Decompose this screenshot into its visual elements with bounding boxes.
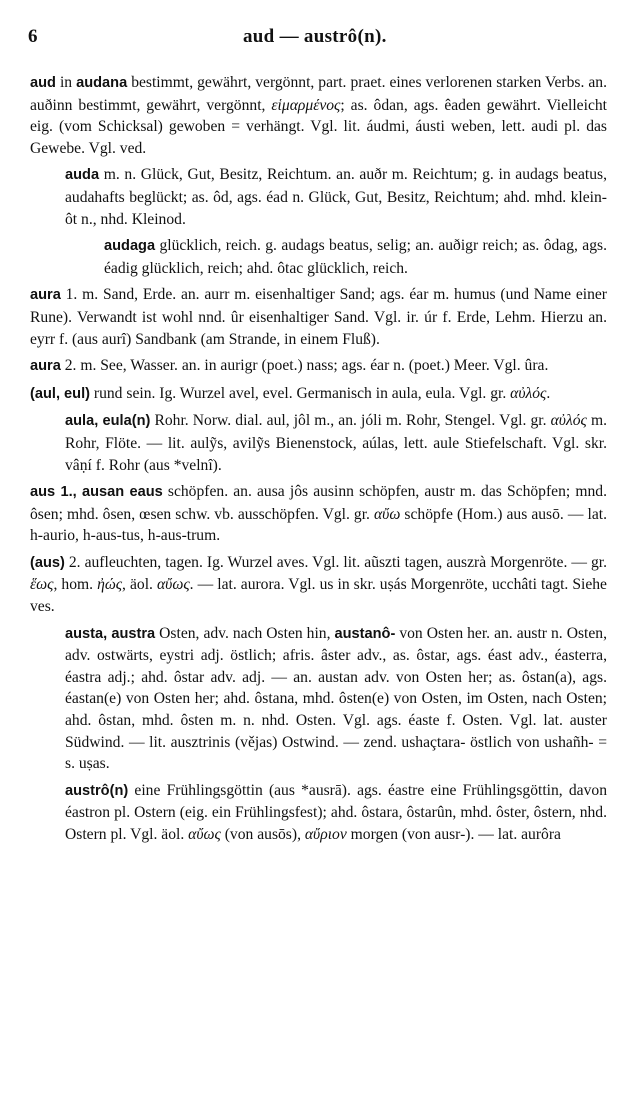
dictionary-entry bbox=[30, 284, 607, 350]
entry-text: eine Frühlingsgöttin (aus *ausrā). ags. éastre eine Frühlingsgöttin, davon éastron pl. Ostern (eig. ein Frühlingsfest); ahd. ôstara, ôstarûn, mhd. ôster, ôstern, nhd. Ostern pl. Vgl. äol. bbox=[65, 781, 607, 843]
dictionary-entry bbox=[65, 623, 607, 775]
page-number: 6 bbox=[28, 26, 38, 47]
entry-text: (von ausōs), bbox=[220, 826, 305, 843]
entry-text: m. Rohr, Flöte. — lit. aulỹs, avilỹs Bienenstock, aúlas, lett. aule Stiefelschaft. Vgl. skr. vâṇí f. Rohr (aus *velnî). bbox=[65, 412, 607, 474]
entry-text: . — lat. aurora. Vgl. us in skr. uṣás Morgenröte, ucchâti tagt. Siehe ves. bbox=[30, 576, 607, 616]
entry-text: glücklich, reich. g. audags beatus, selig; an. auðigr reich; as. ôdag, ags. éadig glücklich, reich; ahd. ôtac glücklich, reich. bbox=[104, 237, 607, 277]
dictionary-entry bbox=[65, 410, 607, 476]
entry-text: schöpfen. an. ausa jôs ausinn schöpfen, austr m. das Schöpfen; mnd. ôsen; mhd. ôsen, œsen schw. vb. ausschöpfen. Vgl. gr. bbox=[30, 483, 607, 523]
entry-headword: austa, austra bbox=[65, 625, 156, 642]
entry-text: 2. m. See, Wasser. an. in aurigr (poet.) nass; ags. éar n. (poet.) Meer. Vgl. ûra. bbox=[60, 357, 549, 375]
greek-term: ἠώς bbox=[97, 576, 123, 594]
dictionary-entry bbox=[30, 552, 607, 618]
dictionary-entry bbox=[30, 481, 607, 547]
entry-text: , äol. bbox=[122, 576, 157, 594]
entry-text: morgen (von ausr-). — lat. aurôra bbox=[346, 826, 561, 843]
entry-text: schöpfe (Hom.) aus ausō. — lat. h-aurio, h-aus-tus, h-aus-trum. bbox=[30, 505, 607, 545]
entry-text: Osten, adv. nach Osten hin, bbox=[155, 624, 335, 642]
dictionary-entry bbox=[30, 72, 607, 159]
entry-headword: aura bbox=[30, 287, 61, 304]
dictionary-entry bbox=[104, 235, 607, 279]
greek-term: αὔως bbox=[188, 826, 221, 843]
entry-text: ; as. ôdan, ags. êaden gewährt. Vielleicht eig. (vom Schicksal) gewoben = verhängt. Vgl. lit. áudmi, áusti weben, lett. audi pl. das Gewebe. Vgl. ved. bbox=[30, 96, 607, 157]
entry-text: rund sein. Ig. Wurzel avel, evel. Germanisch in aula, eula. Vgl. gr. bbox=[90, 384, 511, 402]
entry-headword: aus 1., ausan eaus bbox=[30, 484, 163, 501]
greek-term: αὔω bbox=[374, 505, 401, 523]
entry-headword: austrô(n) bbox=[65, 782, 129, 799]
entry-text: bestimmt, gewährt, vergönnt, part. praet. eines verlorenen starken Verbs. an. auðinn bestimmt, gewährt, vergönnt, bbox=[30, 74, 607, 114]
entry-headword: (aul, eul) bbox=[30, 385, 90, 402]
dictionary-entry bbox=[65, 164, 607, 230]
greek-term: ἕως bbox=[30, 576, 54, 594]
greek-term: αὔριον bbox=[304, 826, 347, 843]
dictionary-entry bbox=[30, 383, 607, 406]
dictionary-entry bbox=[30, 355, 607, 378]
dictionary-entry bbox=[65, 780, 607, 846]
entry-text: . bbox=[546, 384, 551, 402]
entry-text: 1. m. Sand, Erde. an. aurr m. eisenhaltiger Sand; ags. éar m. humus (und Name einer Rune). Verwandt ist wohl nnd. ûr eisenhaltiger Sand. Vgl. ir. úr f. Erde, Lehm. Hierzu an. eyrr f. (aus aurî) Sandbank (am Strande, in einem Fluß). bbox=[30, 286, 607, 348]
entry-headword: aula, eula(n) bbox=[65, 413, 151, 430]
entry-headword: (aus) bbox=[30, 554, 65, 571]
entry-headword: aura bbox=[30, 358, 61, 375]
entry-subheadword: audana bbox=[76, 75, 128, 91]
page-header bbox=[28, 26, 603, 50]
entry-subheadword: austanô- bbox=[334, 625, 396, 642]
entry-text: von Osten her. an. austr n. Osten, adv. ostwärts, eystri adj. östlich; afris. âster adv., as. ôstar, ags. éast adv., éasterra, éastra adj.; ahd. ôstar adv. adj. — an. austan adv. von Osten her; as. ôstan(a), ags. éastan(e) von Osten her; ahd. ôstana, mhd. ôsten(e) von Osten, im Osten, nach Osten; ahd. ôstan, mhd. ôsten m. n. nhd. Osten. Vgl. ags. éaste f. Osten. Vgl. lat. auster Südwind. — lit. ausztrinis (vějas) Ostwind. — zend. ushaçtara- östlich von ushañh- = s. uṣas. bbox=[65, 624, 607, 773]
entry-headword: auda bbox=[65, 167, 100, 184]
running-head: aud — austrô(n). bbox=[243, 26, 387, 47]
entry-text: m. n. Glück, Gut, Besitz, Reichtum. an. auðr m. Reichtum; g. in audags beatus, audahafts beglückt; as. ôd, ags. éad n. Glück, Gut, Besitz, Reichtum; ahd. mhd. klein-ôt n., nhd. Kleinod. bbox=[65, 166, 607, 228]
greek-term: εἱμαρμένος bbox=[271, 96, 341, 114]
entry-text: 2. aufleuchten, tagen. Ig. Wurzel aves. Vgl. lit. aũszti tagen, auszrà Morgenröte. — gr. bbox=[64, 553, 607, 571]
entry-text: Rohr. Norw. dial. aul, jôl m., an. jóli m. Rohr, Stengel. Vgl. gr. bbox=[150, 412, 551, 430]
dictionary-entries bbox=[30, 72, 607, 851]
entry-headword: aud bbox=[30, 75, 56, 91]
greek-term: αὐλός bbox=[550, 412, 587, 430]
greek-term: αὔως bbox=[156, 576, 190, 594]
entry-headword: audaga bbox=[104, 238, 156, 255]
greek-term: αὐλός bbox=[510, 384, 547, 402]
entry-text: , hom. bbox=[53, 576, 98, 594]
entry-text: in bbox=[55, 74, 77, 91]
